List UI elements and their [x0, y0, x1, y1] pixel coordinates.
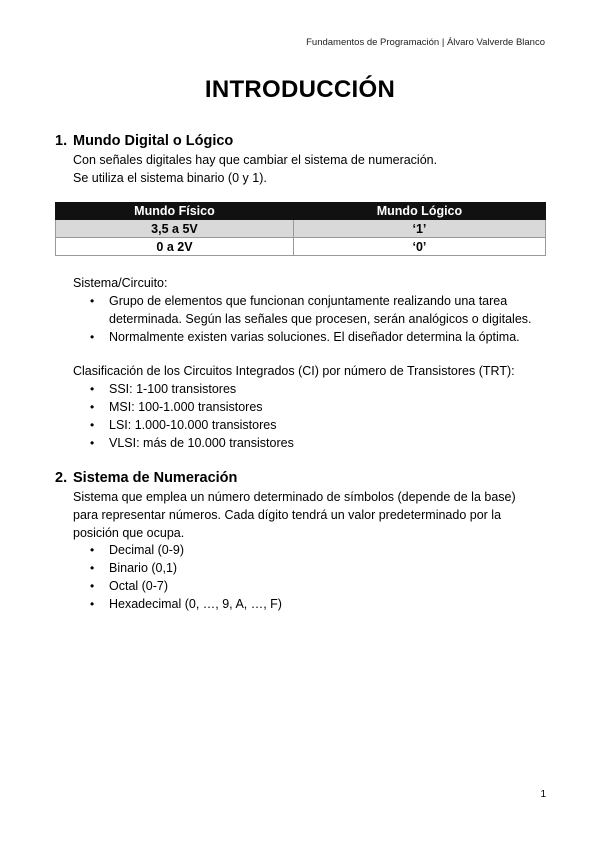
- bullet-icon: •: [90, 400, 95, 414]
- table-cell: ‘1’: [293, 220, 545, 238]
- table-header-row: [56, 203, 546, 220]
- table-cell: 0 a 2V: [56, 238, 294, 256]
- list-item: • Normalmente existen varias soluciones. El diseñador determina la óptima.: [90, 330, 520, 344]
- table-cell: ‘0’: [293, 238, 545, 256]
- clasificacion-bullet-list: [90, 380, 545, 452]
- list-item: • Octal (0-7): [90, 579, 169, 593]
- clasificacion-label: Clasificación de los Circuitos Integrados (CI) por número de Transistores (TRT):: [73, 364, 515, 378]
- sistema-bullet-list: [90, 292, 545, 346]
- bullet-icon: •: [90, 330, 95, 344]
- page-title: INTRODUCCIÓN: [204, 76, 396, 103]
- section-1-intro: [73, 151, 543, 187]
- table-row: [56, 220, 546, 238]
- bullet-icon: •: [90, 579, 95, 593]
- table-row: [56, 238, 546, 256]
- bullet-icon: •: [90, 597, 95, 611]
- bullet-icon: •: [90, 543, 95, 557]
- list-item: • SSI: 1-100 transistores: [90, 382, 237, 396]
- table-header-fisico: Mundo Físico: [56, 203, 294, 220]
- table-header-logico: Mundo Lógico: [293, 203, 545, 220]
- table-cell: 3,5 a 5V: [56, 220, 294, 238]
- sistema-label: Sistema/Circuito:: [73, 276, 168, 290]
- bullet-icon: •: [90, 418, 95, 432]
- list-item: • Hexadecimal (0, …, 9, A, …, F): [90, 597, 282, 611]
- list-item: • Binario (0,1): [90, 561, 178, 575]
- section-2-number: 2.: [55, 470, 68, 486]
- bullet-icon: •: [90, 561, 95, 575]
- mundo-table: [55, 202, 546, 256]
- section-1-number: 1.: [55, 133, 68, 149]
- bullet-icon: •: [90, 382, 95, 396]
- list-item: • MSI: 100-1.000 transistores: [90, 400, 263, 414]
- section-2-text: Sistema que emplea un número determinado de símbolos (depende de la base) para representar números. Cada dígito tendrá un valor predeterminado por la posición que ocupa.: [73, 490, 516, 540]
- bullet-icon: •: [90, 294, 95, 308]
- numeracion-bullet-list: [90, 541, 545, 613]
- list-item: • VLSI: más de 10.000 transistores: [90, 436, 294, 450]
- page-number: 1: [540, 789, 546, 800]
- page-header: Fundamentos de Programación | Álvaro Valverde Blanco: [306, 37, 545, 48]
- list-item: • Grupo de elementos que funcionan conjuntamente realizando una tarea determinada. Según las señales que procesen, serán analógicos o digitales.: [90, 294, 532, 326]
- list-item: • Decimal (0-9): [90, 543, 185, 557]
- section-1-title: Mundo Digital o Lógico: [73, 133, 234, 149]
- section-1-heading: [55, 133, 233, 149]
- section-1-line-2: Se utiliza el sistema binario (0 y 1).: [73, 171, 267, 185]
- section-2-title: Sistema de Numeración: [73, 470, 238, 486]
- list-item: • LSI: 1.000-10.000 transistores: [90, 418, 277, 432]
- section-1-line-1: Con señales digitales hay que cambiar el sistema de numeración.: [73, 153, 438, 167]
- bullet-icon: •: [90, 436, 95, 450]
- section-2-heading: [55, 470, 237, 486]
